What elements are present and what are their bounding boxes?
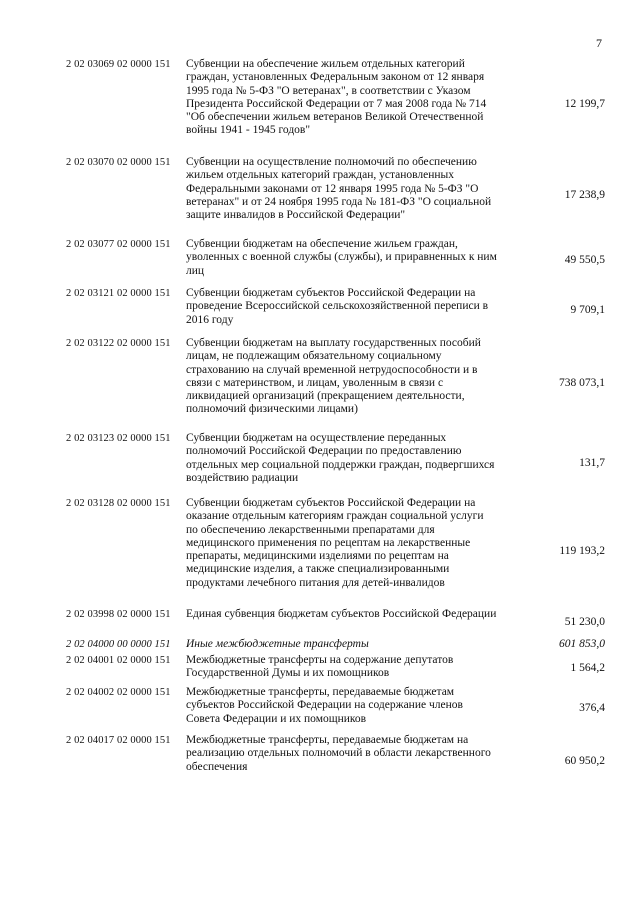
row-description: Субвенции бюджетам на обеспечение жильем граждан, уволенных с военной службы (службы), и приравненных к ним лиц bbox=[186, 238, 497, 277]
row-description: Субвенции бюджетам субъектов Российской Федерации на проведение Всероссийской сельскохозяйственной переписи в 2016 году bbox=[186, 287, 489, 326]
row-description: Иные межбюджетные трансферты bbox=[186, 638, 369, 650]
row-amount: 119 193,2 bbox=[559, 545, 605, 557]
row-description: Субвенции бюджетам на осуществление переданных полномочий Российской Федерации по предоставлению отдельных мер социальной поддержки граждан, подвергшихся воздействию радиации bbox=[186, 432, 495, 484]
row-description: Межбюджетные трансферты на содержание депутатов Государственной Думы и их помощников bbox=[186, 654, 454, 680]
row-amount: 12 199,7 bbox=[564, 98, 605, 110]
row-amount: 131,7 bbox=[579, 457, 605, 469]
row-description: Субвенции бюджетам субъектов Российской Федерации на оказание отдельным категориям граждан социальной услуги по обеспечению лекарственными препаратами для медицинского применения по рецептам на лекарственные препараты, медицинскими изделиями по рецептам на медицинские изделия, а также специализированными продуктами лечебного питания для детей-инвалидов bbox=[186, 497, 484, 589]
row-amount: 60 950,2 bbox=[564, 755, 605, 767]
row-amount: 601 853,0 bbox=[559, 638, 605, 650]
row-description: Межбюджетные трансферты, передаваемые бюджетам субъектов Российской Федерации на содержание членов Совета Федерации и их помощников bbox=[186, 686, 463, 725]
row-code: 2 02 03998 02 0000 151 bbox=[66, 609, 171, 620]
row-code: 2 02 03069 02 0000 151 bbox=[66, 59, 171, 70]
row-code: 2 02 04000 00 0000 151 bbox=[66, 639, 171, 650]
row-description: Субвенции на обеспечение жильем отдельных категорий граждан, установленных Федеральным законом от 12 января 1995 года № 5-ФЗ "О ветеранах", в соответствии с Указом Президента Российской Федерации от 7 мая 2008 года № 714 "Об обеспечении жильем ветеранов Великой Отечественной войны 1941 - 1945 годов" bbox=[186, 58, 487, 137]
row-code: 2 02 03070 02 0000 151 bbox=[66, 157, 171, 168]
row-amount: 1 564,2 bbox=[570, 662, 605, 674]
row-amount: 49 550,5 bbox=[564, 254, 605, 266]
row-code: 2 02 04017 02 0000 151 bbox=[66, 735, 171, 746]
row-code: 2 02 03077 02 0000 151 bbox=[66, 239, 171, 250]
row-description: Межбюджетные трансферты, передаваемые бюджетам на реализацию отдельных полномочий в области лекарственного обеспечения bbox=[186, 734, 491, 773]
row-code: 2 02 03122 02 0000 151 bbox=[66, 338, 171, 349]
page-number: 7 bbox=[596, 36, 602, 50]
row-amount: 9 709,1 bbox=[570, 304, 605, 316]
row-code: 2 02 04001 02 0000 151 bbox=[66, 655, 171, 666]
row-amount: 376,4 bbox=[579, 702, 605, 714]
row-code: 2 02 04002 02 0000 151 bbox=[66, 687, 171, 698]
row-amount: 51 230,0 bbox=[564, 616, 605, 628]
row-amount: 738 073,1 bbox=[559, 377, 605, 389]
row-description: Субвенции на осуществление полномочий по обеспечению жильем отдельных категорий граждан, установленных Федеральными законами от 12 января 1995 года № 5-ФЗ "О ветеранах" и от 24 ноября 1995 года № 181-ФЗ "О социальной защите инвалидов в Российской Федерации" bbox=[186, 156, 492, 222]
row-code: 2 02 03121 02 0000 151 bbox=[66, 288, 171, 299]
row-code: 2 02 03128 02 0000 151 bbox=[66, 498, 171, 509]
row-code: 2 02 03123 02 0000 151 bbox=[66, 433, 171, 444]
row-description: Субвенции бюджетам на выплату государственных пособий лицам, не подлежащим обязательному социальному страхованию на случай временной нетрудоспособности и в связи с материнством, и лицам, уволенным в связи с ликвидацией организаций (прекращением деятельности, полномочий физическими лицами) bbox=[186, 337, 481, 416]
row-description: Единая субвенция бюджетам субъектов Российской Федерации bbox=[186, 608, 497, 620]
row-amount: 17 238,9 bbox=[564, 189, 605, 201]
